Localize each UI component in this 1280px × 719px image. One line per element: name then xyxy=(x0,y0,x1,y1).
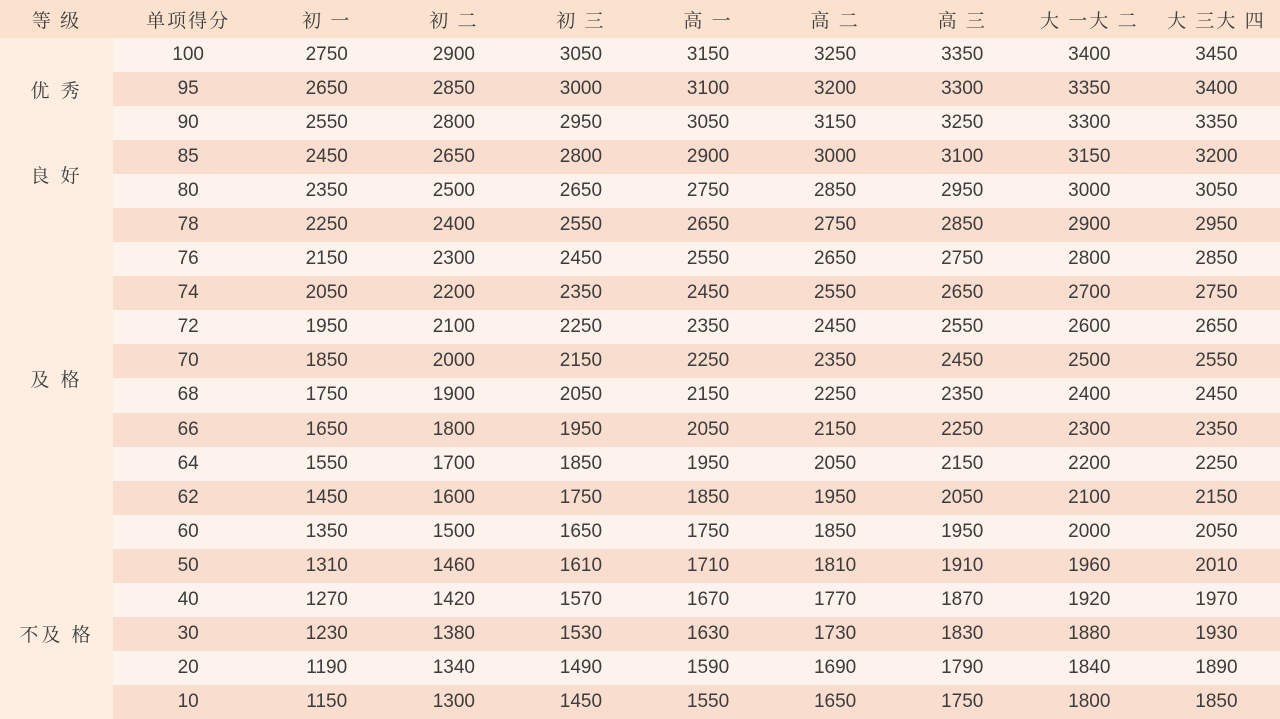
value-cell: 3400 xyxy=(1026,38,1153,72)
value-cell: 1900 xyxy=(390,378,517,412)
value-cell: 2550 xyxy=(1153,344,1280,378)
value-cell: 2900 xyxy=(390,38,517,72)
value-cell: 1950 xyxy=(517,413,644,447)
value-cell: 1630 xyxy=(644,617,771,651)
value-cell: 2400 xyxy=(390,208,517,242)
value-cell: 2550 xyxy=(263,106,390,140)
value-cell: 2050 xyxy=(263,276,390,310)
grade-label-3: 不及 格 xyxy=(0,549,113,719)
value-cell: 3300 xyxy=(1026,106,1153,140)
value-cell: 1750 xyxy=(899,685,1026,719)
value-cell: 3100 xyxy=(644,72,771,106)
value-cell: 3000 xyxy=(517,72,644,106)
item-score-cell: 74 xyxy=(113,276,263,310)
column-header-3: 初 二 xyxy=(390,0,517,38)
value-cell: 2650 xyxy=(772,242,899,276)
column-header-6: 高 二 xyxy=(772,0,899,38)
value-cell: 2250 xyxy=(644,344,771,378)
value-cell: 2650 xyxy=(263,72,390,106)
value-cell: 2010 xyxy=(1153,549,1280,583)
header-row xyxy=(0,0,1280,38)
item-score-cell: 78 xyxy=(113,208,263,242)
item-score-cell: 66 xyxy=(113,413,263,447)
value-cell: 2850 xyxy=(390,72,517,106)
value-cell: 2850 xyxy=(1153,242,1280,276)
table-row xyxy=(0,344,1280,378)
table-row xyxy=(0,276,1280,310)
value-cell: 2650 xyxy=(644,208,771,242)
value-cell: 2150 xyxy=(899,447,1026,481)
value-cell: 3250 xyxy=(899,106,1026,140)
value-cell: 1910 xyxy=(899,549,1026,583)
value-cell: 1770 xyxy=(772,583,899,617)
value-cell: 2450 xyxy=(263,140,390,174)
value-cell: 1530 xyxy=(517,617,644,651)
value-cell: 2450 xyxy=(644,276,771,310)
item-score-cell: 76 xyxy=(113,242,263,276)
value-cell: 1610 xyxy=(517,549,644,583)
value-cell: 1880 xyxy=(1026,617,1153,651)
value-cell: 2550 xyxy=(772,276,899,310)
value-cell: 1870 xyxy=(899,583,1026,617)
table-row xyxy=(0,685,1280,719)
item-score-cell: 70 xyxy=(113,344,263,378)
value-cell: 1380 xyxy=(390,617,517,651)
item-score-cell: 100 xyxy=(113,38,263,72)
table-row xyxy=(0,242,1280,276)
value-cell: 2850 xyxy=(772,174,899,208)
value-cell: 1690 xyxy=(772,651,899,685)
value-cell: 1650 xyxy=(263,413,390,447)
table-row xyxy=(0,140,1280,174)
item-score-cell: 90 xyxy=(113,106,263,140)
value-cell: 2550 xyxy=(517,208,644,242)
value-cell: 3050 xyxy=(517,38,644,72)
table-row xyxy=(0,549,1280,583)
value-cell: 1490 xyxy=(517,651,644,685)
value-cell: 1550 xyxy=(263,447,390,481)
item-score-cell: 64 xyxy=(113,447,263,481)
value-cell: 1150 xyxy=(263,685,390,719)
value-cell: 2950 xyxy=(517,106,644,140)
value-cell: 2650 xyxy=(1153,310,1280,344)
value-cell: 3350 xyxy=(899,38,1026,72)
value-cell: 2150 xyxy=(644,378,771,412)
item-score-cell: 20 xyxy=(113,651,263,685)
column-header-8: 大 一大 二 xyxy=(1026,0,1153,38)
value-cell: 2750 xyxy=(644,174,771,208)
value-cell: 2100 xyxy=(1026,481,1153,515)
value-cell: 1420 xyxy=(390,583,517,617)
value-cell: 1350 xyxy=(263,515,390,549)
value-cell: 2250 xyxy=(517,310,644,344)
value-cell: 2150 xyxy=(772,413,899,447)
table-body xyxy=(0,38,1280,719)
value-cell: 2350 xyxy=(899,378,1026,412)
value-cell: 2550 xyxy=(644,242,771,276)
value-cell: 2750 xyxy=(1153,276,1280,310)
value-cell: 2500 xyxy=(390,174,517,208)
value-cell: 3150 xyxy=(1026,140,1153,174)
value-cell: 2050 xyxy=(899,481,1026,515)
value-cell: 2300 xyxy=(1026,413,1153,447)
value-cell: 1750 xyxy=(644,515,771,549)
value-cell: 3200 xyxy=(1153,140,1280,174)
table-row xyxy=(0,378,1280,412)
value-cell: 1950 xyxy=(772,481,899,515)
value-cell: 1950 xyxy=(644,447,771,481)
value-cell: 3300 xyxy=(899,72,1026,106)
value-cell: 1850 xyxy=(772,515,899,549)
value-cell: 2250 xyxy=(772,378,899,412)
value-cell: 2450 xyxy=(1153,378,1280,412)
value-cell: 1960 xyxy=(1026,549,1153,583)
value-cell: 2650 xyxy=(517,174,644,208)
table-row xyxy=(0,651,1280,685)
value-cell: 3100 xyxy=(899,140,1026,174)
value-cell: 1810 xyxy=(772,549,899,583)
value-cell: 2600 xyxy=(1026,310,1153,344)
value-cell: 2150 xyxy=(517,344,644,378)
value-cell: 2050 xyxy=(1153,515,1280,549)
value-cell: 1850 xyxy=(263,344,390,378)
value-cell: 1190 xyxy=(263,651,390,685)
value-cell: 1650 xyxy=(772,685,899,719)
value-cell: 2500 xyxy=(1026,344,1153,378)
value-cell: 3450 xyxy=(1153,38,1280,72)
value-cell: 2900 xyxy=(644,140,771,174)
item-score-cell: 30 xyxy=(113,617,263,651)
value-cell: 2050 xyxy=(644,413,771,447)
value-cell: 1850 xyxy=(1153,685,1280,719)
value-cell: 2050 xyxy=(772,447,899,481)
value-cell: 1230 xyxy=(263,617,390,651)
table-row xyxy=(0,72,1280,106)
item-score-cell: 10 xyxy=(113,685,263,719)
value-cell: 2350 xyxy=(772,344,899,378)
value-cell: 1650 xyxy=(517,515,644,549)
value-cell: 2000 xyxy=(1026,515,1153,549)
value-cell: 1970 xyxy=(1153,583,1280,617)
value-cell: 3050 xyxy=(644,106,771,140)
value-cell: 3200 xyxy=(772,72,899,106)
value-cell: 3250 xyxy=(772,38,899,72)
column-header-7: 高 三 xyxy=(899,0,1026,38)
column-header-4: 初 三 xyxy=(517,0,644,38)
table-row xyxy=(0,617,1280,651)
column-header-2: 初 一 xyxy=(263,0,390,38)
value-cell: 1730 xyxy=(772,617,899,651)
table-row xyxy=(0,310,1280,344)
table-row xyxy=(0,174,1280,208)
value-cell: 2850 xyxy=(899,208,1026,242)
value-cell: 2100 xyxy=(390,310,517,344)
item-score-cell: 60 xyxy=(113,515,263,549)
value-cell: 2300 xyxy=(390,242,517,276)
value-cell: 1570 xyxy=(517,583,644,617)
value-cell: 1450 xyxy=(263,481,390,515)
value-cell: 3050 xyxy=(1153,174,1280,208)
value-cell: 1920 xyxy=(1026,583,1153,617)
item-score-cell: 40 xyxy=(113,583,263,617)
value-cell: 1950 xyxy=(899,515,1026,549)
grade-label-1: 良 好 xyxy=(0,140,113,208)
value-cell: 2250 xyxy=(899,413,1026,447)
value-cell: 1270 xyxy=(263,583,390,617)
value-cell: 1670 xyxy=(644,583,771,617)
table-row xyxy=(0,481,1280,515)
value-cell: 2800 xyxy=(390,106,517,140)
table-row xyxy=(0,515,1280,549)
value-cell: 2650 xyxy=(899,276,1026,310)
table-row xyxy=(0,413,1280,447)
value-cell: 2800 xyxy=(517,140,644,174)
column-header-5: 高 一 xyxy=(644,0,771,38)
value-cell: 2900 xyxy=(1026,208,1153,242)
value-cell: 2950 xyxy=(1153,208,1280,242)
value-cell: 3400 xyxy=(1153,72,1280,106)
value-cell: 1800 xyxy=(1026,685,1153,719)
item-score-cell: 80 xyxy=(113,174,263,208)
value-cell: 2750 xyxy=(772,208,899,242)
item-score-cell: 50 xyxy=(113,549,263,583)
value-cell: 2450 xyxy=(772,310,899,344)
value-cell: 1600 xyxy=(390,481,517,515)
table-row xyxy=(0,106,1280,140)
value-cell: 1310 xyxy=(263,549,390,583)
value-cell: 1890 xyxy=(1153,651,1280,685)
value-cell: 2350 xyxy=(644,310,771,344)
value-cell: 2450 xyxy=(517,242,644,276)
value-cell: 1500 xyxy=(390,515,517,549)
value-cell: 3150 xyxy=(644,38,771,72)
value-cell: 2750 xyxy=(263,38,390,72)
item-score-cell: 72 xyxy=(113,310,263,344)
value-cell: 1930 xyxy=(1153,617,1280,651)
value-cell: 2550 xyxy=(899,310,1026,344)
value-cell: 2000 xyxy=(390,344,517,378)
value-cell: 1840 xyxy=(1026,651,1153,685)
value-cell: 2700 xyxy=(1026,276,1153,310)
value-cell: 2150 xyxy=(1153,481,1280,515)
value-cell: 2150 xyxy=(263,242,390,276)
value-cell: 1460 xyxy=(390,549,517,583)
value-cell: 2450 xyxy=(899,344,1026,378)
value-cell: 3350 xyxy=(1153,106,1280,140)
value-cell: 2400 xyxy=(1026,378,1153,412)
item-score-cell: 95 xyxy=(113,72,263,106)
item-score-cell: 68 xyxy=(113,378,263,412)
item-score-cell: 62 xyxy=(113,481,263,515)
value-cell: 1850 xyxy=(644,481,771,515)
value-cell: 1340 xyxy=(390,651,517,685)
value-cell: 1950 xyxy=(263,310,390,344)
value-cell: 3000 xyxy=(1026,174,1153,208)
value-cell: 2350 xyxy=(1153,413,1280,447)
table-row xyxy=(0,583,1280,617)
value-cell: 1300 xyxy=(390,685,517,719)
value-cell: 1750 xyxy=(517,481,644,515)
value-cell: 2750 xyxy=(899,242,1026,276)
table-row xyxy=(0,38,1280,72)
value-cell: 2250 xyxy=(1153,447,1280,481)
value-cell: 1750 xyxy=(263,378,390,412)
value-cell: 2950 xyxy=(899,174,1026,208)
value-cell: 1550 xyxy=(644,685,771,719)
value-cell: 1710 xyxy=(644,549,771,583)
value-cell: 2350 xyxy=(263,174,390,208)
column-header-1: 单项得分 xyxy=(113,0,263,38)
value-cell: 2200 xyxy=(1026,447,1153,481)
grade-label-2: 及 格 xyxy=(0,208,113,548)
item-score-cell: 85 xyxy=(113,140,263,174)
value-cell: 2250 xyxy=(263,208,390,242)
table-header xyxy=(0,0,1280,38)
value-cell: 1700 xyxy=(390,447,517,481)
value-cell: 1590 xyxy=(644,651,771,685)
value-cell: 3000 xyxy=(772,140,899,174)
value-cell: 2050 xyxy=(517,378,644,412)
table-row xyxy=(0,208,1280,242)
table-row xyxy=(0,447,1280,481)
value-cell: 1790 xyxy=(899,651,1026,685)
grade-label-0: 优 秀 xyxy=(0,38,113,140)
value-cell: 2650 xyxy=(390,140,517,174)
value-cell: 1850 xyxy=(517,447,644,481)
value-cell: 3350 xyxy=(1026,72,1153,106)
value-cell: 1830 xyxy=(899,617,1026,651)
value-cell: 1450 xyxy=(517,685,644,719)
column-header-9: 大 三大 四 xyxy=(1153,0,1280,38)
value-cell: 2800 xyxy=(1026,242,1153,276)
value-cell: 2200 xyxy=(390,276,517,310)
column-header-0: 等 级 xyxy=(0,0,113,38)
value-cell: 3150 xyxy=(772,106,899,140)
value-cell: 2350 xyxy=(517,276,644,310)
value-cell: 1800 xyxy=(390,413,517,447)
